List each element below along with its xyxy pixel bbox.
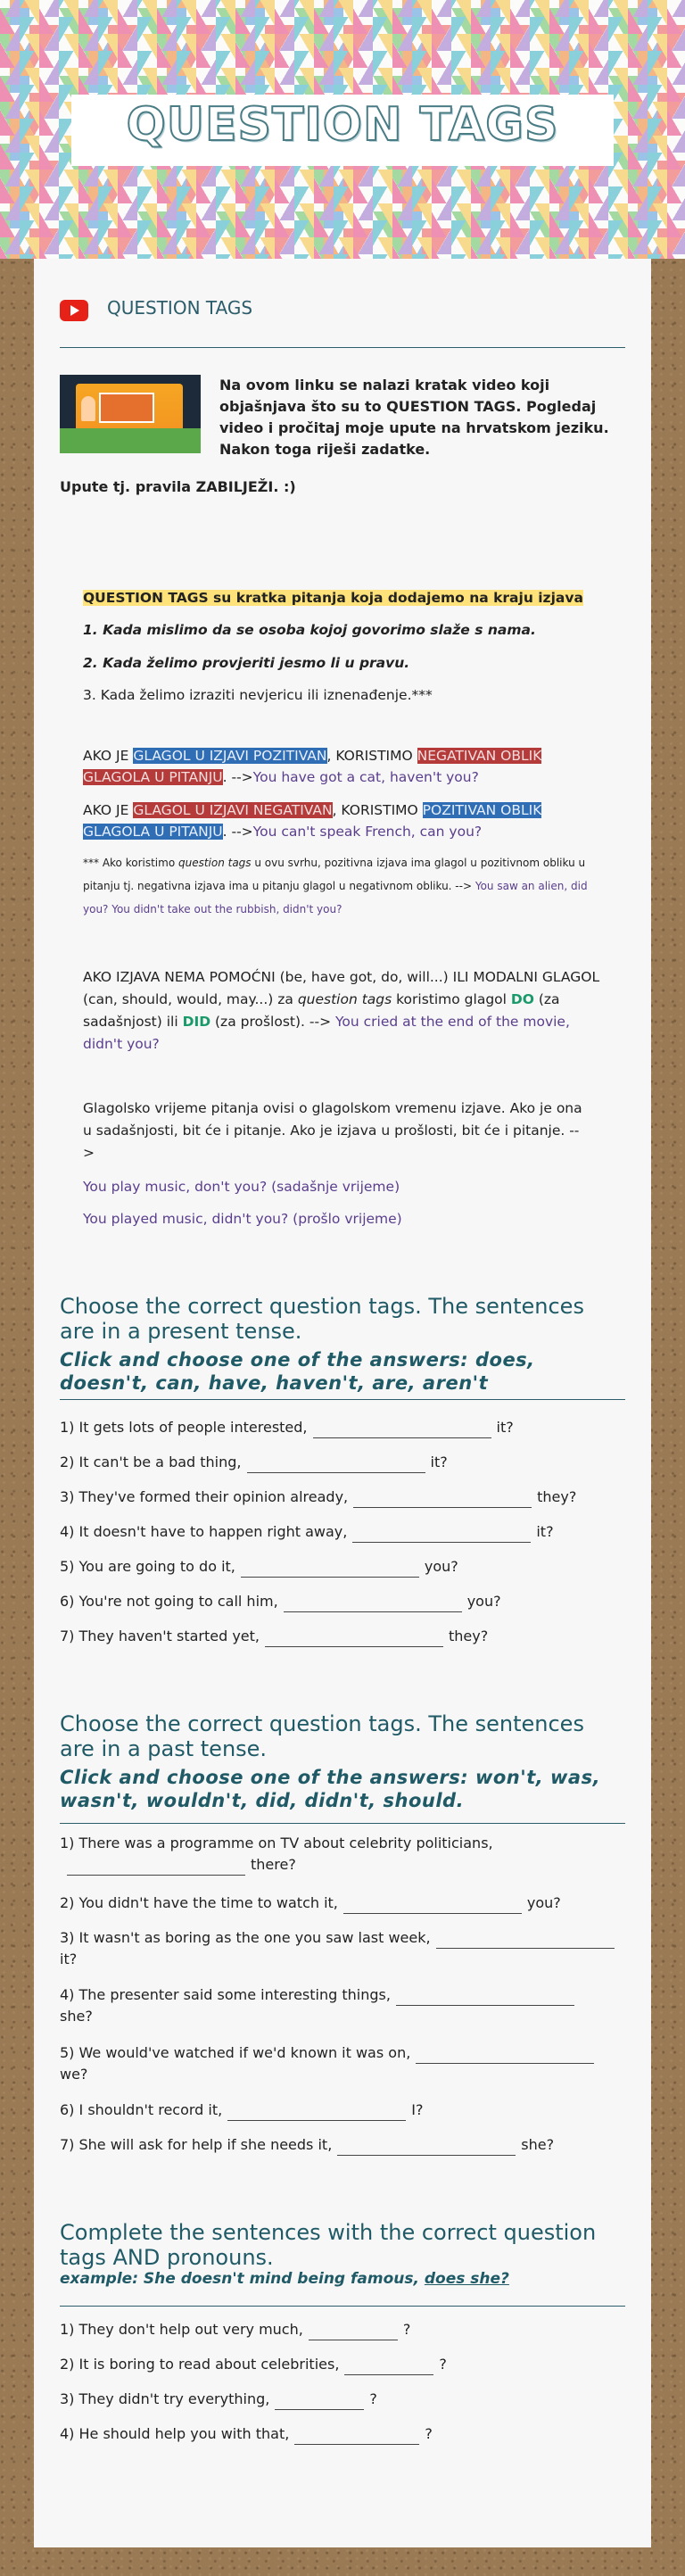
ex3-q2: 2) It is boring to read about celebrities, ? [60,2354,447,2375]
ex2-q1: 1) There was a programme on TV about celebrity politicians, there? [60,1833,595,1876]
ex1-q1: 1) It gets lots of people interested, it? [60,1417,514,1438]
rule-1: 1. Kada mislimo da se osoba kojoj govorimo slaže s nama. [83,622,536,638]
exercise1-title: Choose the correct question tags. The sentences are in a present tense. [60,1294,584,1344]
rule-auxiliary: AKO IZJAVA NEMA POMOĆNI (be, have got, do, will...) ILI MODALNI GLAGOL (can, should, would, may...) za question tags koristimo glagol DO (za sadašnjost) ili DID (za prošlost). --> You cried at the end of the movie, didn't you? [83,969,600,1052]
exercise2-title: Choose the correct question tags. The sentences are in a past tense. [60,1711,584,1761]
rule-positive: AKO JE GLAGOL U IZJAVI POZITIVAN, KORISTIMO NEGATIVAN OBLIK GLAGOLA U PITANJU. -->You have got a cat, haven't you? [83,748,542,785]
divider [60,1399,625,1400]
answer-input[interactable] [275,2395,364,2410]
ex1-q5: 5) You are going to do it, you? [60,1556,458,1578]
ex1-q2: 2) It can't be a bad thing, it? [60,1452,448,1473]
ex2-q6: 6) I shouldn't record it, I? [60,2100,423,2121]
answer-dropdown[interactable] [227,2106,406,2121]
answer-dropdown[interactable] [247,1458,425,1473]
footnote: *** Ako koristimo question tags u ovu svrhu, pozitivna izjava ima glagol u pozitivnom obliku u pitanju tj. negativna izjava ima u pitanju glagol u negativnom obliku. --> You saw an alien, did you? You didn't take out the rubbish, didn't you? [83,857,588,915]
answer-dropdown[interactable] [241,1562,419,1578]
youtube-icon[interactable] [60,300,88,321]
answer-dropdown[interactable] [337,2141,516,2156]
answer-dropdown[interactable] [396,1991,574,2006]
answer-input[interactable] [344,2360,433,2375]
ex1-q3: 3) They've formed their opinion already, they? [60,1487,576,1508]
answer-dropdown[interactable] [67,1860,245,1876]
answer-dropdown[interactable] [353,1493,532,1508]
tense-example-past: You played music, didn't you? (prošlo vrijeme) [83,1211,402,1227]
video-intro: Na ovom linku se nalazi kratak video koji objašnjava što su to QUESTION TAGS. Pogledaj video i pročitaj moje upute na hrvatskom jeziku. Nakon toga riješi zadatke. [219,377,609,458]
ex2-q3: 3) It wasn't as boring as the one you saw last week, it? [60,1927,631,1970]
rule-2: 2. Kada želimo provjeriti jesmo li u pravu. [83,655,410,671]
ex2-q2: 2) You didn't have the time to watch it, you? [60,1893,561,1914]
exercise2-instructions: Click and choose one of the answers: won't, was, wasn't, wouldn't, did, didn't, should. [60,1767,601,1811]
ex2-q7: 7) She will ask for help if she needs it, she? [60,2134,554,2156]
answer-dropdown[interactable] [352,1528,531,1543]
exercise1-instructions: Click and choose one of the answers: does, doesn't, can, have, haven't, are, aren't [60,1349,535,1394]
divider [60,1823,625,1824]
ex1-q7: 7) They haven't started yet, they? [60,1626,488,1647]
rule-negative: AKO JE GLAGOL U IZJAVI NEGATIVAN, KORISTIMO POZITIVAN OBLIK GLAGOLA U PITANJU. -->You can't speak French, can you? [83,802,542,840]
video-thumbnail[interactable] [60,375,201,453]
video-section-title: QUESTION TAGS [107,297,253,319]
tense-example-present: You play music, don't you? (sadašnje vrijeme) [83,1179,400,1195]
answer-dropdown[interactable] [284,1597,462,1612]
rule-3: 3. Kada želimo izraziti nevjericu ili iznenađenje.*** [83,687,433,703]
answer-dropdown[interactable] [343,1899,522,1914]
answer-dropdown[interactable] [313,1423,491,1438]
answer-dropdown[interactable] [265,1632,443,1647]
answer-input[interactable] [294,2430,419,2445]
ex2-q4: 4) The presenter said some interesting things, she? [60,1984,631,2027]
divider [60,347,625,348]
video-note: Upute tj. pravila ZABILJEŽI. :) [60,478,296,495]
exercise3-title: Complete the sentences with the correct question tags AND pronouns. [60,2220,597,2270]
ex3-q3: 3) They didn't try everything, ? [60,2389,377,2410]
exercise3-example: example: She doesn't mind being famous, does she? [60,2270,509,2288]
answer-dropdown[interactable] [436,1934,615,1949]
ex2-q5: 5) We would've watched if we'd known it was on, we? [60,2042,631,2085]
rules-headline: QUESTION TAGS su kratka pitanja koja dodajemo na kraju izjava [83,590,583,606]
ex3-q1: 1) They don't help out very much, ? [60,2319,410,2340]
page-title: QUESTION TAGS [126,98,559,152]
rule-tense: Glagolsko vrijeme pitanja ovisi o glagolskom vremenu izjave. Ako je ona u sadašnjosti, bit će i pitanje. Ako je izjava u prošlosti, bit će i pitanje. --> [83,1100,582,1161]
ex1-q6: 6) You're not going to call him, you? [60,1591,501,1612]
divider [60,2306,625,2307]
answer-input[interactable] [309,2325,398,2340]
ex1-q4: 4) It doesn't have to happen right away, it? [60,1521,554,1543]
ex3-q4: 4) He should help you with that, ? [60,2423,433,2445]
answer-dropdown[interactable] [416,2049,594,2064]
